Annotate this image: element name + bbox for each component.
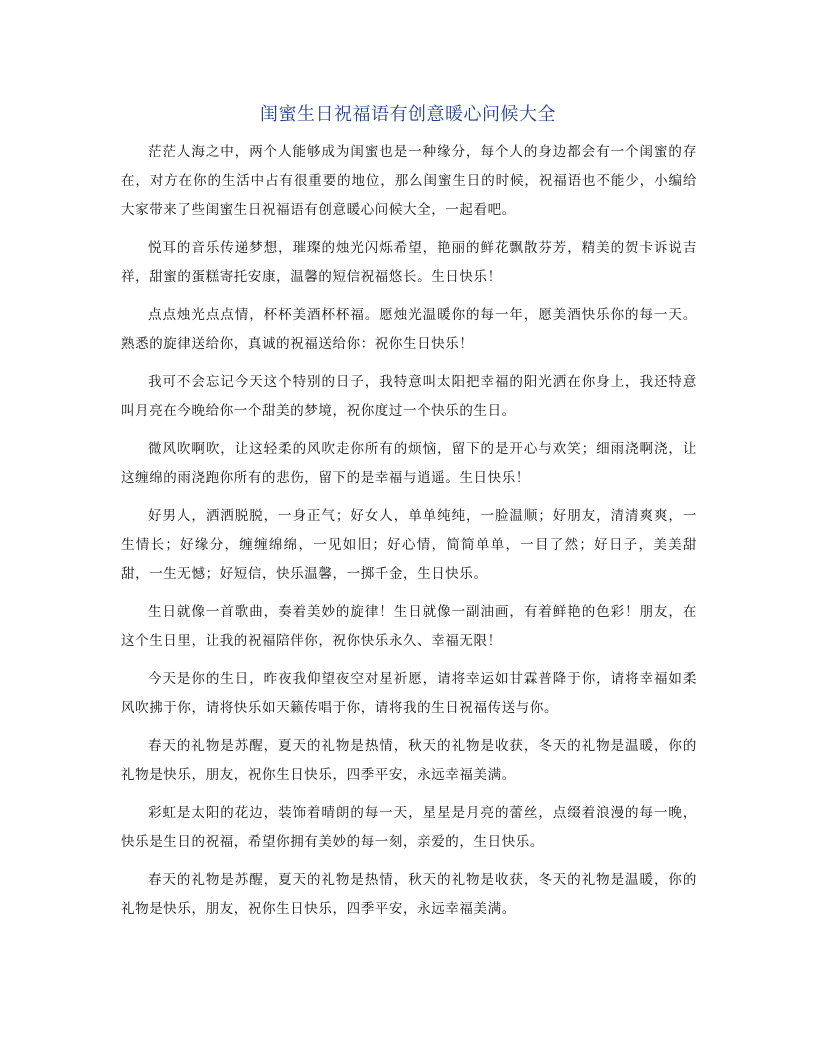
paragraph-5: 微风吹啊吹，让这轻柔的风吹走你所有的烦恼，留下的是开心与欢笑；细雨浇啊浇，让这缠绵的雨浇跑你所有的悲伤，留下的是幸福与逍遥。生日快乐！ xyxy=(121,441,697,486)
document-title: 闺蜜生日祝福语有创意暖心问候大全 xyxy=(260,104,556,125)
paragraph-10: 彩虹是太阳的花边，装饰着晴朗的每一天，星星是月亮的蕾丝，点缀着浪漫的每一晚，快乐是生日的祝福，希望你拥有美妙的每一刻，亲爱的，生日快乐。 xyxy=(121,805,697,850)
paragraph-7: 生日就像一首歌曲，奏着美妙的旋律！生日就像一副油画，有着鲜艳的色彩！朋友，在这个生日里，让我的祝福陪伴你，祝你快乐永久、幸福无限！ xyxy=(121,604,697,649)
paragraph-1: 茫茫人海之中，两个人能够成为闺蜜也是一种缘分，每个人的身边都会有一个闺蜜的存在，对方在你的生活中占有很重要的地位，那么闺蜜生日的时候，祝福语也不能少，小编给大家带来了些闺蜜生日祝福语有创意暖心问候大全，一起看吧。 xyxy=(121,144,697,218)
paragraph-11: 春天的礼物是苏醒，夏天的礼物是热情，秋天的礼物是收获，冬天的礼物是温暖，你的礼物是快乐，朋友，祝你生日快乐，四季平安，永远幸福美满。 xyxy=(121,872,697,917)
document-body xyxy=(121,138,697,933)
paragraph-2: 悦耳的音乐传递梦想，璀璨的烛光闪烁希望，艳丽的鲜花飘散芬芳，精美的贺卡诉说吉祥，甜蜜的蛋糕寄托安康，温馨的短信祝福悠长。生日快乐！ xyxy=(121,240,697,285)
paragraph-4: 我可不会忘记今天这个特别的日子，我特意叫太阳把幸福的阳光洒在你身上，我还特意叫月亮在今晚给你一个甜美的梦境，祝你度过一个快乐的生日。 xyxy=(121,374,697,419)
paragraph-8: 今天是你的生日，昨夜我仰望夜空对星祈愿，请将幸运如甘霖普降于你，请将幸福如柔风吹拂于你，请将快乐如天籁传唱于你，请将我的生日祝福传送与你。 xyxy=(121,671,697,716)
paragraph-6: 好男人，洒洒脱脱，一身正气；好女人，单单纯纯，一脸温顺；好朋友，清清爽爽，一生情长；好缘分，缠缠绵绵，一见如旧；好心情，简简单单，一目了然；好日子，美美甜甜，一生无憾；好短信，快乐温馨，一掷千金，生日快乐。 xyxy=(121,508,697,582)
paragraph-9: 春天的礼物是苏醒，夏天的礼物是热情，秋天的礼物是收获，冬天的礼物是温暖，你的礼物是快乐，朋友，祝你生日快乐，四季平安，永远幸福美满。 xyxy=(121,738,697,783)
paragraph-3: 点点烛光点点情，杯杯美酒杯杯福。愿烛光温暖你的每一年，愿美酒快乐你的每一天。熟悉的旋律送给你，真诚的祝福送给你：祝你生日快乐！ xyxy=(121,307,697,352)
